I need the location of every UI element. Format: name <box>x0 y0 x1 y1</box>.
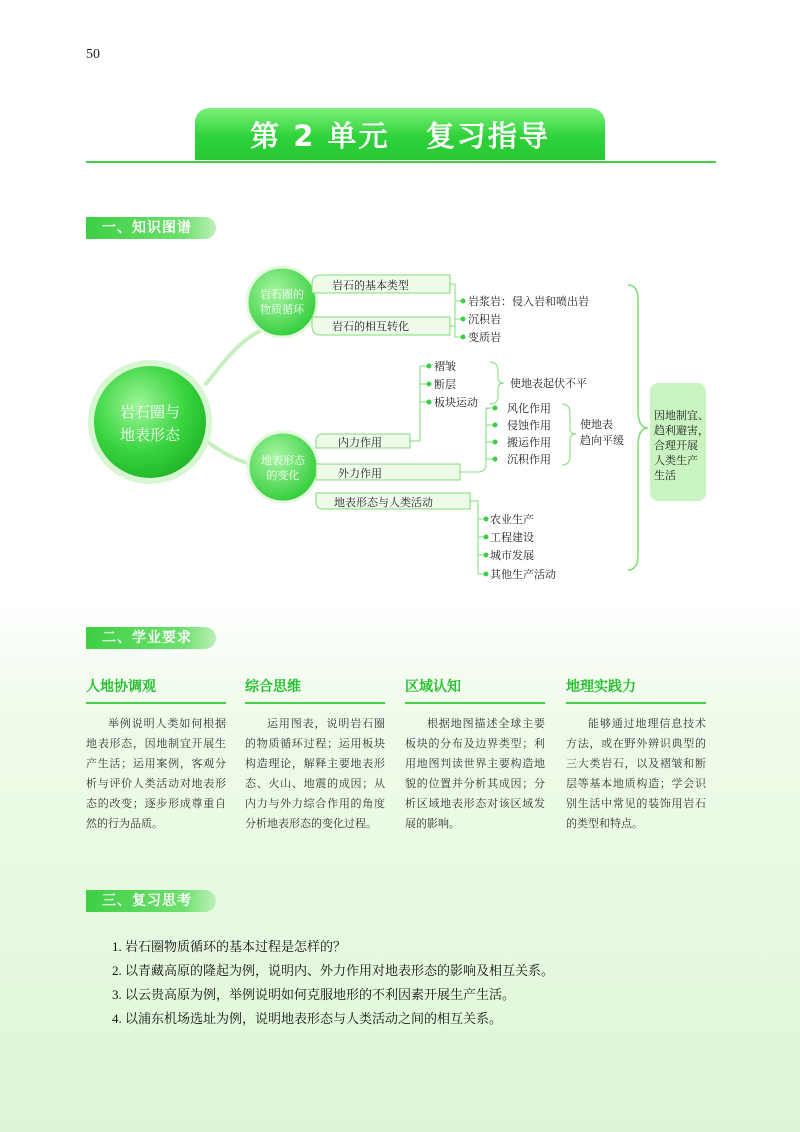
dot <box>461 299 466 304</box>
summary-line: 合理开展 <box>654 439 698 452</box>
dot <box>484 553 489 558</box>
center-label-1: 岩石圈与 <box>119 403 181 421</box>
connector-center-rock <box>205 330 262 385</box>
requirement-title: 区域认知 <box>405 676 545 704</box>
unit-title-banner <box>195 108 605 160</box>
review-question: 4. 以浦东机场选址为例，说明地表形态与人类活动之间的相互关系。 <box>112 1011 503 1026</box>
requirement-title: 人地协调观 <box>86 676 226 704</box>
external-label: 外力作用 <box>338 467 382 480</box>
dot <box>493 440 498 445</box>
center-label-2: 地表形态 <box>119 426 181 444</box>
review-question-list <box>112 935 712 1031</box>
internal-item: 褶皱 <box>434 360 456 373</box>
human-item: 城市发展 <box>490 549 534 562</box>
dot <box>493 423 498 428</box>
summary-line: 人类生产 <box>654 454 698 467</box>
dot <box>427 382 432 387</box>
landform-label-1: 地表形态 <box>261 454 305 467</box>
requirement-column <box>86 676 226 834</box>
internal-label: 内力作用 <box>338 436 382 449</box>
requirement-title: 地理实践力 <box>566 676 706 704</box>
rock-type-item: 沉积岩 <box>468 313 501 326</box>
rock-transform-label: 岩石的相互转化 <box>332 320 409 333</box>
section-knowledge-map: 一、知识图谱 <box>86 217 216 239</box>
internal-branch <box>410 366 428 441</box>
dot <box>484 535 489 540</box>
dot <box>461 317 466 322</box>
requirement-column <box>245 676 385 834</box>
banner-divider <box>86 161 716 163</box>
summary-line: 生活 <box>654 469 676 482</box>
external-item: 风化作用 <box>507 402 551 415</box>
internal-item: 板块运动 <box>434 396 478 409</box>
rock-cycle-node <box>247 267 317 337</box>
requirement-column <box>566 676 706 834</box>
dot <box>493 406 498 411</box>
review-question: 1. 岩石圈物质循环的基本过程是怎样的？ <box>112 939 347 954</box>
external-item: 侵蚀作用 <box>507 419 551 432</box>
rock-type-item: 变质岩 <box>468 331 501 344</box>
rock-cycle-label-2: 物质循环 <box>260 303 304 316</box>
review-question: 2. 以青藏高原的隆起为例，说明内、外力作用对地表形态的影响及相互关系。 <box>112 963 555 978</box>
center-node <box>94 366 206 478</box>
requirement-body: 根据地图描述全球主要板块的分布及边界类型；利用地图判读世界主要构造地貌的位置并分析其成因；分析区域地表形态对该区域发展的影响。 <box>405 717 545 830</box>
internal-item: 断层 <box>434 378 456 391</box>
human-branch <box>470 501 485 574</box>
internal-effect-brace <box>490 362 504 404</box>
requirement-body: 举例说明人类如何根据地表形态，因地制宜开展生产生活；运用案例，客观分析与评价人类活动对地表形态的改变；逐步形成尊重自然的行为品质。 <box>86 717 226 830</box>
dot <box>461 335 466 340</box>
human-item: 农业生产 <box>490 513 534 526</box>
external-item: 沉积作用 <box>507 453 551 466</box>
unit-title: 第 2 单元 复习指导 <box>250 118 550 153</box>
dot <box>484 572 489 577</box>
external-branch <box>460 408 494 472</box>
rock-type-item: 岩浆岩：侵入岩和喷出岩 <box>468 295 589 308</box>
human-item: 工程建设 <box>490 531 534 544</box>
summary-brace <box>628 285 648 570</box>
dot <box>427 364 432 369</box>
rock-types-bracket <box>450 284 462 337</box>
review-question: 3. 以云贵高原为例，举例说明如何克服地形的不利因素开展生产生活。 <box>112 987 516 1002</box>
external-effect-1: 使地表 <box>580 418 613 431</box>
rock-cycle-label-1: 岩石圈的 <box>260 288 304 301</box>
dot <box>427 400 432 405</box>
dot <box>484 517 489 522</box>
page-number: 50 <box>86 47 100 62</box>
human-activity-label: 地表形态与人类活动 <box>334 496 433 509</box>
landform-label-2: 的变化 <box>266 469 300 482</box>
requirement-body: 运用图表，说明岩石圈的物质循环过程；运用板块构造理论，解释主要地表形态、火山、地震的成因；从内力与外力综合作用的角度分析地表形态的变化过程。 <box>245 717 385 830</box>
section-review: 三、复习思考 <box>86 890 216 912</box>
requirement-body: 能够通过地理信息技术方法，或在野外辨识典型的三大类岩石，以及褶皱和断层等基本地质构造；学会识别生活中常见的装饰用岩石的类型和特点。 <box>566 717 706 830</box>
summary-line: 趋利避害， <box>654 424 709 437</box>
summary-line: 因地制宜、 <box>654 409 709 422</box>
requirement-title: 综合思维 <box>245 676 385 704</box>
external-effect-2: 趋向平缓 <box>580 434 624 447</box>
section-requirements: 二、学业要求 <box>86 627 216 649</box>
external-effect-brace <box>562 404 576 465</box>
landform-node <box>248 432 318 502</box>
requirement-column <box>405 676 545 834</box>
rock-types-label: 岩石的基本类型 <box>332 279 409 292</box>
external-item: 搬运作用 <box>507 436 551 449</box>
human-item: 其他生产活动 <box>490 568 556 581</box>
internal-effect: 使地表起伏不平 <box>510 377 587 390</box>
dot <box>493 457 498 462</box>
